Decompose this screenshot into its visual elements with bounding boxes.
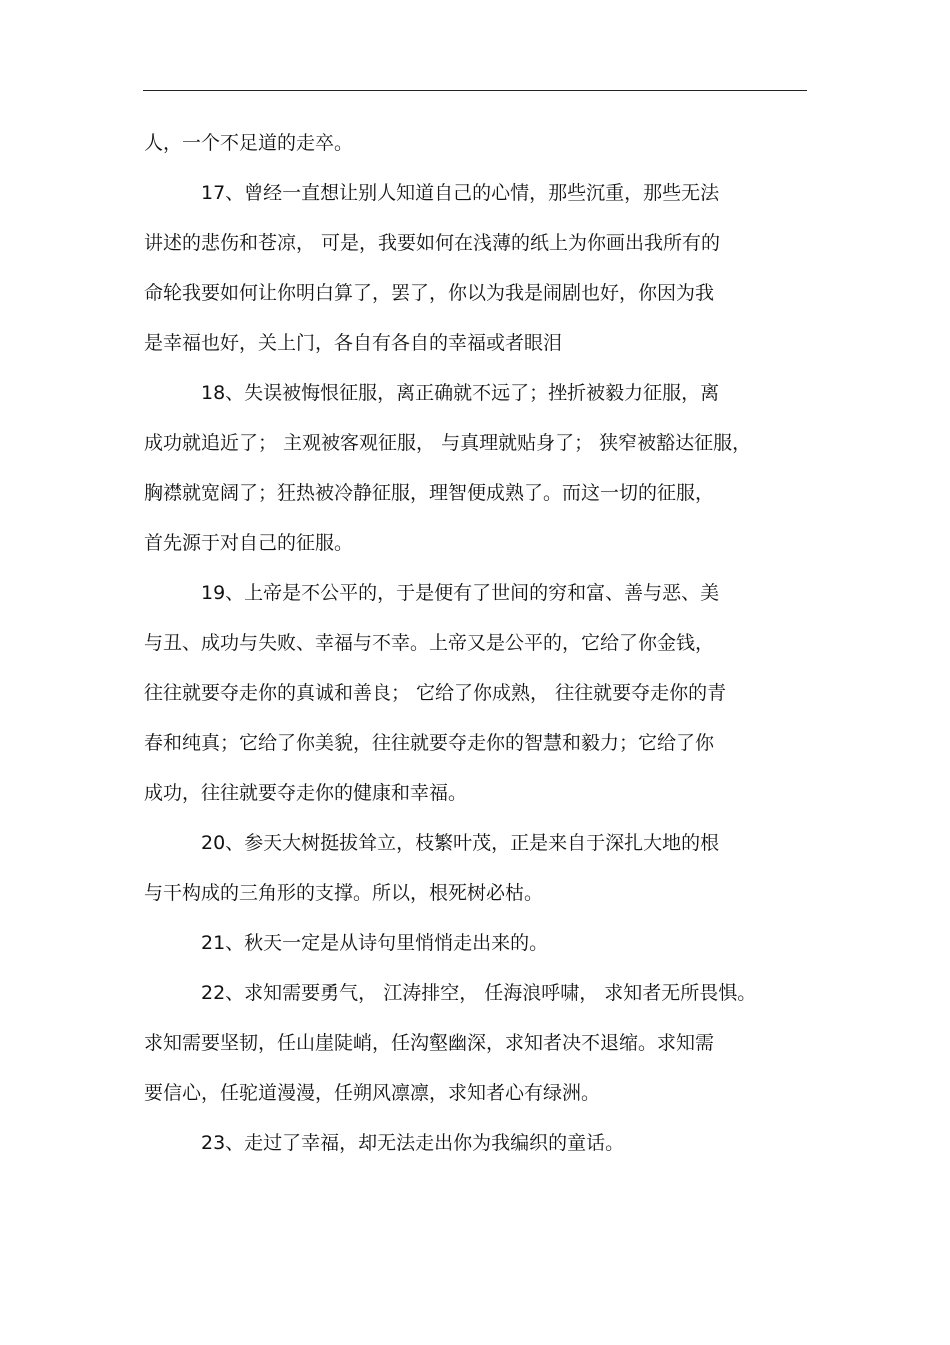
text-line: 成功，往往就要夺走你的健康和幸福。 (144, 782, 468, 804)
text-line: 21、秋天一定是从诗句里悄悄走出来的。 (201, 932, 549, 954)
text-line: 成功就追近了； 主观被客观征服， 与真理就贴身了； 狭窄被豁达征服， (144, 432, 752, 454)
text-line: 22、求知需要勇气， 江涛排空， 任海浪呼啸， 求知者无所畏惧。 (201, 982, 757, 1004)
text-line: 与干构成的三角形的支撑。所以，根死树必枯。 (144, 882, 544, 904)
text-line: 往往就要夺走你的真诚和善良； 它给了你成熟， 往往就要夺走你的青 (144, 682, 727, 704)
text-line: 要信心，任驼道漫漫，任朔风凛凛，求知者心有绿洲。 (144, 1082, 601, 1104)
text-line: 求知需要坚韧，任山崖陡峭，任沟壑幽深，求知者决不退缩。求知需 (144, 1032, 715, 1054)
text-line: 是幸福也好，关上门，各自有各自的幸福或者眼泪 (144, 332, 563, 354)
text-line: 讲述的悲伤和苍凉， 可是，我要如何在浅薄的纸上为你画出我所有的 (144, 232, 721, 254)
text-line: 18、失误被悔恨征服，离正确就不远了；挫折被毅力征服，离 (201, 382, 720, 404)
text-line: 23、走过了幸福，却无法走出你为我编织的童话。 (201, 1132, 625, 1154)
text-line: 春和纯真；它给了你美貌，往往就要夺走你的智慧和毅力；它给了你 (144, 732, 715, 754)
text-line: 19、上帝是不公平的，于是便有了世间的穷和富、善与恶、美 (201, 582, 720, 604)
text-line: 17、曾经一直想让别人知道自己的心情，那些沉重，那些无法 (201, 182, 720, 204)
text-line: 人，一个不足道的走卒。 (144, 132, 354, 154)
header-rule (143, 90, 807, 91)
text-line: 首先源于对自己的征服。 (144, 532, 354, 554)
text-line: 胸襟就宽阔了；狂热被冷静征服，理智便成熟了。而这一切的征服， (144, 482, 715, 504)
text-line: 与丑、成功与失败、幸福与不幸。上帝又是公平的，它给了你金钱， (144, 632, 715, 654)
text-line: 20、参天大树挺拔耸立，枝繁叶茂，正是来自于深扎大地的根 (201, 832, 720, 854)
text-line: 命轮我要如何让你明白算了，罢了，你以为我是闹剧也好，你因为我 (144, 282, 715, 304)
